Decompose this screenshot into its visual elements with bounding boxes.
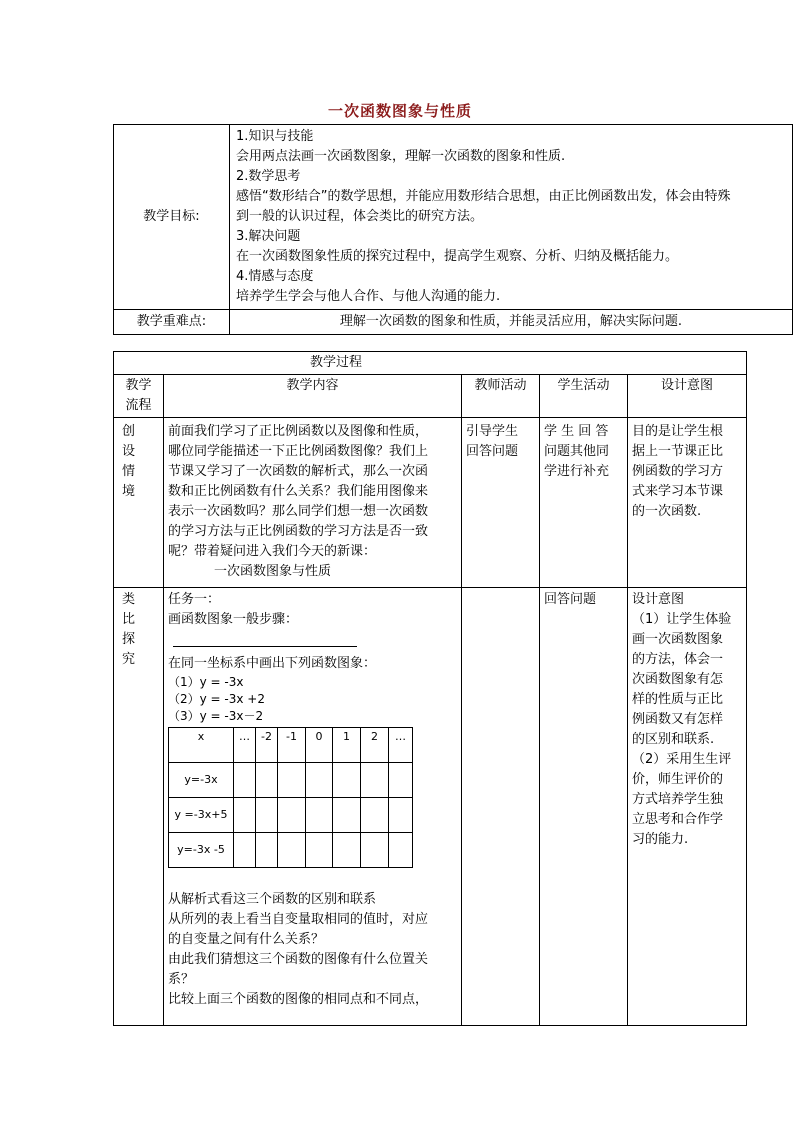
value-table-cell: … bbox=[389, 728, 413, 763]
intent-line: 画一次函数图象 bbox=[632, 632, 724, 647]
header-content: 教学内容 bbox=[164, 375, 462, 418]
value-table-cell[interactable] bbox=[389, 763, 413, 798]
value-table-cell: 1 bbox=[333, 728, 361, 763]
header-intent: 设计意图 bbox=[628, 375, 747, 418]
intent-line: 设计意图 bbox=[632, 592, 685, 607]
process-heading bbox=[114, 352, 747, 375]
content-line: 的自变量之间有什么关系？ bbox=[168, 932, 325, 947]
value-table-row bbox=[169, 798, 413, 833]
intent-line: 式来学习本节课 bbox=[632, 484, 724, 499]
header-teacher: 教师活动 bbox=[462, 375, 540, 418]
teacher-line: 回答问题 bbox=[466, 444, 519, 459]
steps-blank[interactable] bbox=[168, 630, 457, 654]
intent-line: 例函数的学习方 bbox=[632, 464, 724, 479]
content-line: 前面我们学习了正比例函数以及图像和性质， bbox=[168, 424, 429, 439]
goal-line: 3.解决问题 bbox=[236, 229, 301, 244]
student-line: 学 生 回 答 bbox=[544, 424, 609, 439]
value-table-cell[interactable] bbox=[234, 798, 256, 833]
function-line: （1）y = -3x bbox=[168, 675, 244, 689]
intent-line: 据上一节课正比 bbox=[632, 444, 724, 459]
content-line: 的学习方法与正比例函数的学习方法是否一致 bbox=[168, 524, 429, 539]
intent-line: 的方法，体会一 bbox=[632, 652, 724, 667]
header-flow bbox=[114, 375, 164, 418]
intent-line: 目的是让学生根 bbox=[632, 424, 724, 439]
key-label: 教学重难点: bbox=[114, 310, 230, 335]
content-line: 系？ bbox=[168, 972, 195, 987]
value-table-cell[interactable] bbox=[361, 798, 389, 833]
process-heading-text: 教学过程 bbox=[310, 355, 363, 370]
content-line: 节课又学习了一次函数的解析式，那么一次函 bbox=[168, 464, 429, 479]
goals-content bbox=[230, 125, 793, 310]
teacher-analogy bbox=[462, 588, 540, 1026]
process-heading-row bbox=[114, 352, 747, 375]
key-text: 理解一次函数的图象和性质，并能灵活应用，解决实际问题. bbox=[230, 310, 793, 335]
process-table bbox=[113, 351, 747, 1026]
goal-line: 1.知识与技能 bbox=[236, 129, 314, 144]
value-table-cell[interactable] bbox=[306, 763, 333, 798]
spacer bbox=[168, 868, 457, 890]
flow-char: 情 bbox=[122, 464, 136, 479]
intent-line: 价，师生评价的 bbox=[632, 772, 724, 787]
row-analogy bbox=[114, 588, 747, 1026]
intent-line: 习的能力. bbox=[632, 832, 689, 847]
function-line: （3）y = -3x－2 bbox=[168, 709, 264, 723]
draw-instruction: 在同一坐标系中画出下列函数图象： bbox=[168, 656, 377, 671]
goal-line: 在一次函数图象性质的探究过程中，提高学生观察、分析、归纳及概括能力。 bbox=[236, 249, 679, 264]
goal-line: 会用两点法画一次函数图象，理解一次函数的图象和性质. bbox=[236, 149, 566, 164]
row-situation bbox=[114, 418, 747, 588]
value-table-cell[interactable] bbox=[278, 763, 306, 798]
header-flow-line: 流程 bbox=[125, 398, 152, 413]
goals-table bbox=[113, 124, 793, 335]
value-table-cell[interactable] bbox=[361, 763, 389, 798]
value-table-cell[interactable] bbox=[389, 798, 413, 833]
task-label: 任务一： bbox=[168, 592, 221, 607]
function-line: （2）y = -3x +2 bbox=[168, 692, 265, 706]
intent-situation bbox=[628, 418, 747, 588]
value-table-cell: … bbox=[234, 728, 256, 763]
value-table-row-label: y =-3x+5 bbox=[169, 798, 234, 833]
teacher-situation bbox=[462, 418, 540, 588]
intent-line: （1）让学生体验 bbox=[632, 612, 732, 627]
flow-char: 类 bbox=[122, 592, 136, 607]
content-line: 由此我们猜想这三个函数的图像有什么位置关 bbox=[168, 952, 429, 967]
value-table-cell[interactable] bbox=[278, 833, 306, 868]
value-table-cell[interactable] bbox=[234, 833, 256, 868]
value-table-cell[interactable] bbox=[389, 833, 413, 868]
goal-line: 培养学生学会与他人合作、与他人沟通的能力. bbox=[236, 289, 501, 304]
goals-label: 教学目标: bbox=[114, 125, 230, 310]
student-line: 学进行补充 bbox=[544, 464, 610, 479]
flow-analogy bbox=[114, 588, 164, 1026]
value-table-cell: -2 bbox=[256, 728, 278, 763]
content-lesson-title: 一次函数图象与性质 bbox=[214, 564, 332, 579]
intent-line: 样的性质与正比 bbox=[632, 692, 724, 707]
value-table-cell[interactable] bbox=[256, 763, 278, 798]
value-table-row-label: y=-3x -5 bbox=[169, 833, 234, 868]
flow-char: 境 bbox=[122, 484, 136, 499]
content-line: 表示一次函数吗？那么同学们想一想一次函数 bbox=[168, 504, 429, 519]
value-table-cell[interactable] bbox=[333, 798, 361, 833]
flow-char: 创 bbox=[122, 424, 136, 439]
value-table bbox=[168, 727, 413, 868]
goal-line: 到一般的认识过程，体会类比的研究方法。 bbox=[236, 209, 484, 224]
student-analogy bbox=[540, 588, 628, 1026]
value-table-cell[interactable] bbox=[333, 763, 361, 798]
goal-line: 4.情感与态度 bbox=[236, 269, 314, 284]
student-line: 回答问题 bbox=[544, 592, 597, 607]
steps-label: 画函数图象一般步骤： bbox=[168, 612, 299, 627]
teacher-line: 引导学生 bbox=[466, 424, 519, 439]
value-table-cell[interactable] bbox=[306, 833, 333, 868]
value-table-cell[interactable] bbox=[361, 833, 389, 868]
content-line: 比较上面三个函数的图像的相同点和不同点， bbox=[168, 992, 429, 1007]
intent-line: （2）采用生生评 bbox=[632, 752, 732, 767]
page-title: 一次函数图象与性质 bbox=[327, 102, 472, 120]
intent-line: 的一次函数. bbox=[632, 504, 702, 519]
value-table-cell: -1 bbox=[278, 728, 306, 763]
intent-analogy bbox=[628, 588, 747, 1026]
value-table-header bbox=[169, 728, 413, 763]
value-table-cell[interactable] bbox=[256, 798, 278, 833]
student-situation bbox=[540, 418, 628, 588]
content-situation bbox=[164, 418, 462, 588]
goal-line: 2.数学思考 bbox=[236, 169, 301, 184]
student-line: 问题其他同 bbox=[544, 444, 610, 459]
intent-line: 方式培养学生独 bbox=[632, 792, 724, 807]
intent-line: 例函数又有怎样 bbox=[632, 712, 724, 727]
goals-row bbox=[114, 125, 793, 310]
flow-char: 探 bbox=[122, 632, 136, 647]
value-table-cell: x bbox=[169, 728, 234, 763]
value-table-cell: 2 bbox=[361, 728, 389, 763]
content-line: 从解析式看这三个函数的区别和联系 bbox=[168, 892, 377, 907]
value-table-cell: 0 bbox=[306, 728, 333, 763]
content-analogy bbox=[164, 588, 462, 1026]
value-table-cell[interactable] bbox=[234, 763, 256, 798]
value-table-row-label: y=-3x bbox=[169, 763, 234, 798]
value-table-row bbox=[169, 833, 413, 868]
content-line: 数和正比例函数有什么关系？我们能用图像来 bbox=[168, 484, 429, 499]
key-row bbox=[114, 310, 793, 335]
goal-line: 感悟“数形结合”的数学思想，并能应用数形结合思想，由正比例函数出发，体会由特殊 bbox=[236, 189, 731, 204]
intent-line: 次函数图象有怎 bbox=[632, 672, 724, 687]
flow-char: 比 bbox=[122, 612, 136, 627]
value-table-cell[interactable] bbox=[306, 798, 333, 833]
flow-char: 究 bbox=[122, 652, 136, 667]
content-line: 哪位同学能描述一下正比例函数图像？我们上 bbox=[168, 444, 429, 459]
flow-situation bbox=[114, 418, 164, 588]
flow-char: 设 bbox=[122, 444, 136, 459]
value-table-cell[interactable] bbox=[333, 833, 361, 868]
value-table-cell[interactable] bbox=[256, 833, 278, 868]
process-header-row bbox=[114, 375, 747, 418]
content-line: 呢？带着疑问进入我们今天的新课： bbox=[168, 544, 377, 559]
header-flow-line: 教学 bbox=[125, 378, 152, 393]
intent-line: 的区别和联系. bbox=[632, 732, 715, 747]
content-line: 从所列的表上看当自变量取相同的值时，对应 bbox=[168, 912, 429, 927]
value-table-cell[interactable] bbox=[278, 798, 306, 833]
value-table-row bbox=[169, 763, 413, 798]
intent-line: 立思考和合作学 bbox=[632, 812, 724, 827]
header-student: 学生活动 bbox=[540, 375, 628, 418]
